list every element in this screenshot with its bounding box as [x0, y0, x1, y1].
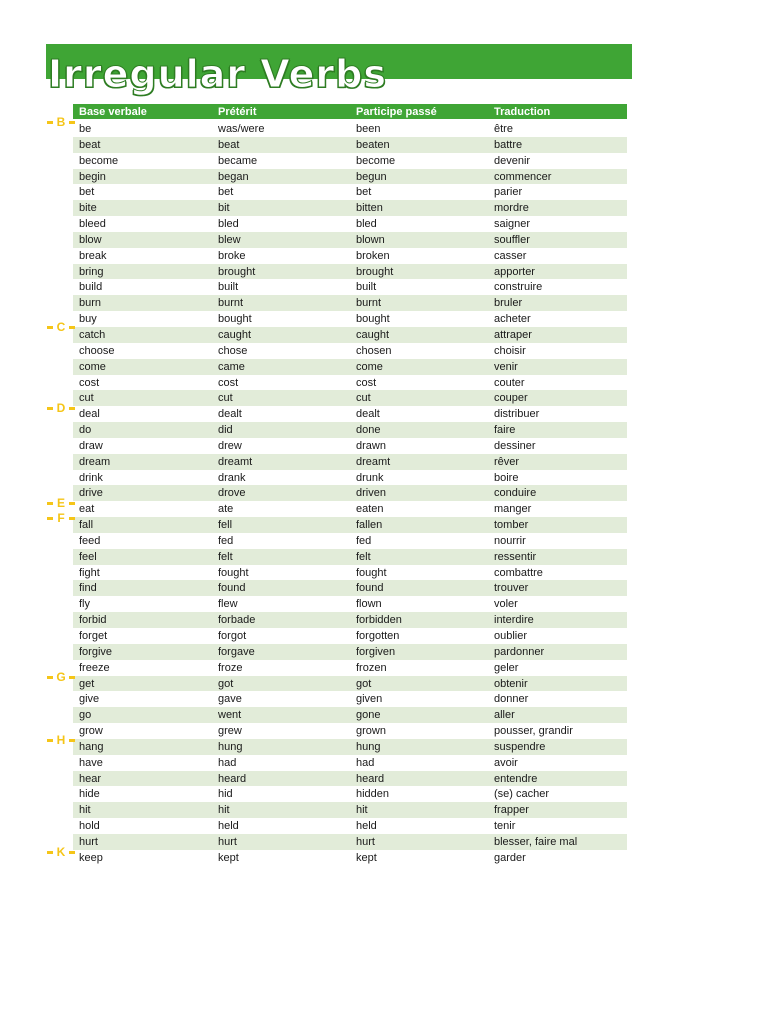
letter-marker-d: D [47, 401, 75, 415]
traduction-cell: faire [494, 424, 516, 437]
table-row [73, 343, 627, 359]
preterit-cell: grew [218, 725, 242, 738]
letter-marker-h: H [47, 733, 75, 747]
traduction-cell: devenir [494, 154, 531, 167]
preterit-cell: forgave [218, 645, 255, 658]
base-verbale-cell: beat [79, 138, 101, 151]
base-verbale-cell: dream [79, 455, 111, 468]
traduction-cell: suspendre [494, 740, 546, 753]
base-verbale-cell: keep [79, 851, 103, 864]
table-row [73, 628, 627, 644]
base-verbale-cell: freeze [79, 661, 110, 674]
base-verbale-cell: grow [79, 725, 103, 738]
table-row [73, 406, 627, 422]
participe-passe-cell: cut [356, 392, 371, 405]
base-verbale-cell: find [79, 582, 97, 595]
participe-passe-cell: forgotten [356, 630, 400, 642]
preterit-cell: kept [218, 851, 239, 864]
traduction-cell: pardonner [494, 645, 545, 658]
participe-passe-cell: hit [356, 804, 368, 817]
table-row [73, 438, 627, 454]
traduction-cell: garder [494, 851, 526, 864]
table-row [73, 580, 627, 596]
preterit-cell: drank [218, 471, 246, 484]
preterit-cell: drove [218, 487, 246, 500]
participe-passe-cell: hung [356, 740, 381, 753]
traduction-cell: entendre [494, 772, 538, 785]
participe-passe-cell: drawn [356, 439, 386, 452]
table-row [73, 786, 627, 802]
traduction-cell: interdire [494, 614, 534, 627]
table-row [73, 533, 627, 549]
traduction-cell: bruler [494, 297, 523, 310]
traduction-cell: obtenir [494, 677, 528, 690]
table-row [73, 755, 627, 771]
preterit-cell: came [218, 360, 245, 373]
base-verbale-cell: go [79, 709, 92, 722]
table-row [73, 676, 627, 692]
participe-passe-cell: forbidden [356, 614, 402, 627]
preterit-cell: built [218, 281, 239, 294]
participe-passe-cell: frozen [356, 661, 387, 674]
preterit-cell: fed [218, 534, 234, 547]
traduction-cell: avoir [494, 756, 518, 769]
table-row [73, 200, 627, 216]
participe-passe-cell: fallen [356, 519, 383, 532]
base-verbale-cell: fight [79, 566, 100, 579]
traduction-cell: boire [494, 471, 519, 484]
traduction-cell: trouver [494, 582, 529, 595]
preterit-cell: caught [218, 328, 252, 341]
participe-passe-cell: bet [356, 186, 372, 199]
preterit-cell: blew [218, 233, 241, 246]
base-verbale-cell: become [79, 154, 119, 167]
participe-passe-cell: brought [356, 265, 394, 278]
participe-passe-cell: gone [356, 709, 381, 722]
preterit-cell: heard [218, 772, 247, 785]
table-row [73, 216, 627, 232]
preterit-cell: became [218, 154, 258, 167]
traduction-cell: nourrir [494, 534, 526, 547]
participe-passe-cell: eaten [356, 503, 384, 516]
header-participe-passe: Participe passé [356, 106, 437, 118]
participe-passe-cell: beaten [356, 138, 390, 151]
preterit-cell: hid [218, 788, 233, 801]
participe-passe-cell: drunk [356, 471, 384, 484]
table-row [73, 707, 627, 723]
table-header [73, 104, 627, 119]
preterit-cell: dreamt [218, 455, 253, 468]
preterit-cell: cost [218, 376, 239, 389]
table-row [73, 485, 627, 501]
participe-passe-cell: caught [356, 328, 390, 341]
participe-passe-cell: blown [356, 233, 385, 246]
traduction-cell: aller [494, 709, 515, 722]
table-row [73, 470, 627, 486]
table-row [73, 850, 627, 866]
traduction-cell: dessiner [494, 439, 536, 452]
table-row [73, 565, 627, 581]
preterit-cell: hit [218, 804, 230, 817]
base-verbale-cell: forget [79, 630, 108, 642]
base-verbale-cell: begin [79, 170, 106, 183]
preterit-cell: did [218, 424, 233, 437]
table-row [73, 137, 627, 153]
table-row [73, 691, 627, 707]
participe-passe-cell: had [356, 756, 375, 769]
participe-passe-cell: broken [356, 249, 390, 262]
traduction-cell: geler [494, 661, 519, 674]
base-verbale-cell: forgive [79, 645, 113, 658]
participe-passe-cell: begun [356, 170, 387, 183]
base-verbale-cell: buy [79, 313, 97, 326]
base-verbale-cell: bite [79, 202, 97, 215]
traduction-cell: choisir [494, 344, 526, 357]
preterit-cell: bit [218, 202, 230, 215]
participe-passe-cell: given [356, 693, 383, 706]
participe-passe-cell: cost [356, 376, 377, 389]
preterit-cell: bought [218, 313, 252, 326]
base-verbale-cell: drink [79, 471, 103, 484]
participe-passe-cell: bled [356, 218, 377, 231]
base-verbale-cell: forbid [79, 614, 107, 627]
letter-marker-f: F [47, 511, 75, 525]
base-verbale-cell: feed [79, 534, 101, 547]
participe-passe-cell: chosen [356, 344, 392, 357]
preterit-cell: fought [218, 566, 249, 579]
base-verbale-cell: hide [79, 788, 100, 801]
traduction-cell: oublier [494, 630, 528, 642]
base-verbale-cell: choose [79, 344, 115, 357]
base-verbale-cell: drive [79, 487, 103, 500]
base-verbale-cell: build [79, 281, 103, 294]
traduction-cell: frapper [494, 804, 529, 817]
table-row [73, 644, 627, 660]
traduction-cell: saigner [494, 218, 531, 231]
table-row [73, 169, 627, 185]
traduction-cell: manger [494, 503, 532, 516]
verb-table [73, 121, 627, 866]
base-verbale-cell: come [79, 360, 106, 373]
participe-passe-cell: built [356, 281, 377, 294]
preterit-cell: hurt [218, 835, 237, 848]
participe-passe-cell: driven [356, 487, 386, 500]
base-verbale-cell: break [79, 249, 107, 262]
base-verbale-cell: be [79, 123, 92, 135]
base-verbale-cell: hit [79, 804, 91, 817]
preterit-cell: got [218, 677, 234, 690]
table-row [73, 248, 627, 264]
participe-passe-cell: become [356, 154, 396, 167]
traduction-cell: couter [494, 376, 525, 389]
table-row [73, 739, 627, 755]
table-row [73, 834, 627, 850]
participe-passe-cell: grown [356, 725, 386, 738]
table-row [73, 153, 627, 169]
traduction-cell: mordre [494, 202, 529, 215]
letter-marker-b: B [47, 115, 75, 129]
participe-passe-cell: hurt [356, 835, 375, 848]
table-row [73, 184, 627, 200]
traduction-cell: combattre [494, 566, 543, 579]
base-verbale-cell: give [79, 693, 100, 706]
preterit-cell: bet [218, 186, 234, 199]
base-verbale-cell: bring [79, 265, 104, 278]
preterit-cell: found [218, 582, 246, 595]
letter-marker-c: C [47, 320, 75, 334]
preterit-cell: forgot [218, 630, 247, 642]
traduction-cell: apporter [494, 265, 535, 278]
preterit-cell: forbade [218, 614, 256, 627]
participe-passe-cell: bought [356, 313, 390, 326]
traduction-cell: commencer [494, 170, 552, 183]
participe-passe-cell: come [356, 360, 383, 373]
base-verbale-cell: hang [79, 740, 104, 753]
participe-passe-cell: done [356, 424, 381, 437]
table-row [73, 295, 627, 311]
traduction-cell: casser [494, 249, 527, 262]
traduction-cell: blesser, faire mal [494, 835, 578, 848]
traduction-cell: couper [494, 392, 528, 405]
table-row [73, 327, 627, 343]
base-verbale-cell: deal [79, 408, 100, 421]
table-row [73, 311, 627, 327]
table-row [73, 359, 627, 375]
page-title: Irregular Verbs [48, 52, 387, 96]
participe-passe-cell: hidden [356, 788, 390, 801]
base-verbale-cell: burn [79, 297, 102, 310]
traduction-cell: conduire [494, 487, 537, 500]
table-row [73, 454, 627, 470]
preterit-cell: fell [218, 519, 233, 532]
table-row [73, 232, 627, 248]
preterit-cell: went [218, 709, 242, 722]
header-base-verbale: Base verbale [79, 106, 147, 118]
participe-passe-cell: dreamt [356, 455, 391, 468]
base-verbale-cell: draw [79, 439, 103, 452]
table-row [73, 264, 627, 280]
traduction-cell: rêver [494, 455, 520, 468]
preterit-cell: held [218, 820, 239, 833]
base-verbale-cell: do [79, 424, 92, 437]
base-verbale-cell: bleed [79, 218, 106, 231]
participe-passe-cell: felt [356, 550, 371, 563]
preterit-cell: broke [218, 249, 246, 262]
header-traduction: Traduction [494, 106, 551, 118]
preterit-cell: beat [218, 138, 240, 151]
traduction-cell: attraper [494, 328, 532, 341]
preterit-cell: dealt [218, 408, 242, 421]
base-verbale-cell: hear [79, 772, 102, 785]
base-verbale-cell: cost [79, 376, 100, 389]
table-row [73, 121, 627, 137]
participe-passe-cell: flown [356, 598, 382, 611]
table-row [73, 375, 627, 391]
participe-passe-cell: bitten [356, 202, 383, 215]
base-verbale-cell: feel [79, 550, 97, 563]
table-row [73, 549, 627, 565]
participe-passe-cell: held [356, 820, 377, 833]
participe-passe-cell: forgiven [356, 645, 396, 658]
traduction-cell: pousser, grandir [494, 725, 573, 738]
table-row [73, 596, 627, 612]
participe-passe-cell: burnt [356, 297, 382, 310]
base-verbale-cell: fly [79, 598, 90, 611]
base-verbale-cell: get [79, 677, 95, 690]
preterit-cell: burnt [218, 297, 244, 310]
table-row [73, 818, 627, 834]
traduction-cell: être [494, 123, 513, 135]
traduction-cell: tomber [494, 519, 529, 532]
preterit-cell: had [218, 756, 237, 769]
traduction-cell: (se) cacher [494, 788, 550, 801]
letter-marker-g: G [47, 670, 75, 684]
traduction-cell: battre [494, 138, 523, 151]
letter-marker-e: E [47, 496, 75, 510]
participe-passe-cell: heard [356, 772, 385, 785]
table-row [73, 501, 627, 517]
table-row [73, 390, 627, 406]
traduction-cell: venir [494, 360, 518, 373]
base-verbale-cell: eat [79, 503, 95, 516]
header-preterit: Prétérit [218, 106, 257, 118]
table-row [73, 279, 627, 295]
table-row [73, 660, 627, 676]
preterit-cell: cut [218, 392, 233, 405]
participe-passe-cell: fed [356, 534, 372, 547]
letter-marker-k: K [47, 845, 75, 859]
preterit-cell: bled [218, 218, 239, 231]
traduction-cell: donner [494, 693, 529, 706]
base-verbale-cell: hurt [79, 835, 98, 848]
traduction-cell: parier [494, 186, 523, 199]
base-verbale-cell: fall [79, 519, 94, 532]
base-verbale-cell: blow [79, 233, 102, 246]
base-verbale-cell: hold [79, 820, 100, 833]
table-row [73, 517, 627, 533]
preterit-cell: brought [218, 265, 256, 278]
preterit-cell: began [218, 170, 249, 183]
participe-passe-cell: got [356, 677, 372, 690]
table-row [73, 612, 627, 628]
traduction-cell: distribuer [494, 408, 540, 421]
preterit-cell: froze [218, 661, 243, 674]
preterit-cell: felt [218, 550, 233, 563]
preterit-cell: drew [218, 439, 242, 452]
participe-passe-cell: dealt [356, 408, 380, 421]
participe-passe-cell: found [356, 582, 384, 595]
traduction-cell: acheter [494, 313, 531, 326]
traduction-cell: tenir [494, 820, 516, 833]
preterit-cell: gave [218, 693, 242, 706]
base-verbale-cell: cut [79, 392, 94, 405]
table-row [73, 422, 627, 438]
table-row [73, 771, 627, 787]
preterit-cell: chose [218, 344, 248, 357]
table-row [73, 723, 627, 739]
traduction-cell: ressentir [494, 550, 537, 563]
preterit-cell: was/were [218, 123, 265, 135]
base-verbale-cell: bet [79, 186, 95, 199]
participe-passe-cell: fought [356, 566, 387, 579]
preterit-cell: hung [218, 740, 243, 753]
participe-passe-cell: kept [356, 851, 377, 864]
participe-passe-cell: been [356, 123, 381, 135]
traduction-cell: souffler [494, 233, 530, 246]
preterit-cell: ate [218, 503, 234, 516]
traduction-cell: voler [494, 598, 518, 611]
base-verbale-cell: catch [79, 328, 106, 341]
table-row [73, 802, 627, 818]
preterit-cell: flew [218, 598, 238, 611]
base-verbale-cell: have [79, 756, 103, 769]
traduction-cell: construire [494, 281, 543, 294]
